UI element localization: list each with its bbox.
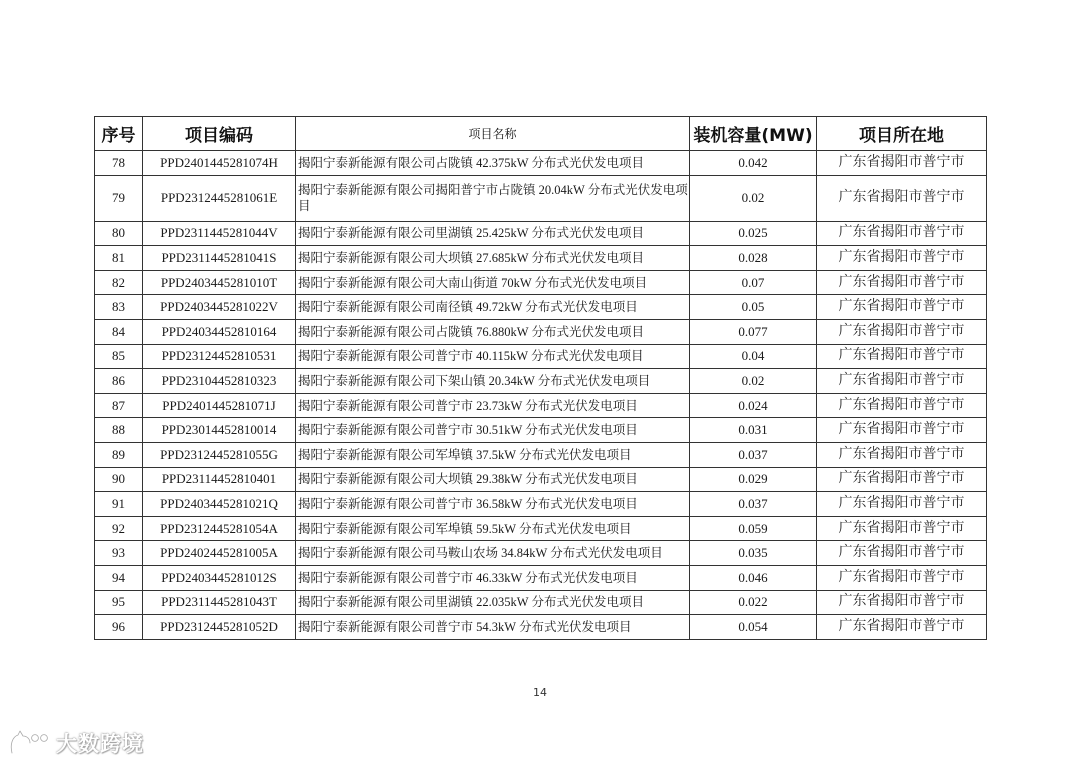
cell-location: 广东省揭阳市普宁市 [817, 270, 987, 295]
cell-location: 广东省揭阳市普宁市 [817, 319, 987, 344]
cell-capacity: 0.02 [690, 369, 817, 394]
watermark-text: 大数跨境 [56, 732, 144, 756]
cell-capacity: 0.024 [690, 393, 817, 418]
cell-location: 广东省揭阳市普宁市 [817, 615, 987, 640]
cell-name: 揭阳宁泰新能源有限公司里湖镇 22.035kW 分布式光伏发电项目 [296, 590, 690, 615]
cell-name: 揭阳宁泰新能源有限公司占陇镇 42.375kW 分布式光伏发电项目 [296, 151, 690, 176]
cell-code: PPD2311445281043T [143, 590, 296, 615]
table-row [95, 418, 987, 443]
cell-name: 揭阳宁泰新能源有限公司马鞍山农场 34.84kW 分布式光伏发电项目 [296, 541, 690, 566]
cell-code: PPD2401445281071J [143, 393, 296, 418]
cell-seq: 78 [95, 151, 143, 176]
cell-capacity: 0.02 [690, 175, 817, 221]
cell-location: 广东省揭阳市普宁市 [817, 393, 987, 418]
cell-capacity: 0.037 [690, 492, 817, 517]
cell-code: PPD2311445281041S [143, 246, 296, 271]
cell-seq: 90 [95, 467, 143, 492]
cell-code: PPD2401445281074H [143, 151, 296, 176]
cell-location: 广东省揭阳市普宁市 [817, 467, 987, 492]
watermark [8, 728, 144, 758]
cell-code: PPD23104452810323 [143, 369, 296, 394]
cell-capacity: 0.028 [690, 246, 817, 271]
table-row [95, 344, 987, 369]
cell-name: 揭阳宁泰新能源有限公司下架山镇 20.34kW 分布式光伏发电项目 [296, 369, 690, 394]
cell-name: 揭阳宁泰新能源有限公司普宁市 36.58kW 分布式光伏发电项目 [296, 492, 690, 517]
cell-capacity: 0.035 [690, 541, 817, 566]
cell-capacity: 0.04 [690, 344, 817, 369]
cell-name: 揭阳宁泰新能源有限公司普宁市 40.115kW 分布式光伏发电项目 [296, 344, 690, 369]
cell-location: 广东省揭阳市普宁市 [817, 541, 987, 566]
cell-seq: 83 [95, 295, 143, 320]
cell-capacity: 0.059 [690, 516, 817, 541]
table-row [95, 221, 987, 246]
cell-location: 广东省揭阳市普宁市 [817, 151, 987, 176]
header-capacity: 装机容量(MW) [690, 117, 817, 151]
cell-seq: 92 [95, 516, 143, 541]
cell-code: PPD2312445281052D [143, 615, 296, 640]
cell-capacity: 0.029 [690, 467, 817, 492]
project-table [94, 116, 987, 640]
page-number: 14 [533, 686, 547, 699]
table-row [95, 565, 987, 590]
cell-name: 揭阳宁泰新能源有限公司普宁市 23.73kW 分布式光伏发电项目 [296, 393, 690, 418]
cell-seq: 88 [95, 418, 143, 443]
cell-seq: 80 [95, 221, 143, 246]
table-row [95, 492, 987, 517]
table-row [95, 246, 987, 271]
cell-code: PPD2402445281005A [143, 541, 296, 566]
cell-location: 广东省揭阳市普宁市 [817, 516, 987, 541]
cell-location: 广东省揭阳市普宁市 [817, 344, 987, 369]
cell-code: PPD24034452810164 [143, 319, 296, 344]
cell-code: PPD2312445281054A [143, 516, 296, 541]
cell-capacity: 0.025 [690, 221, 817, 246]
table-row [95, 442, 987, 467]
cell-code: PPD2403445281012S [143, 565, 296, 590]
table-row [95, 467, 987, 492]
cell-name: 揭阳宁泰新能源有限公司普宁市 46.33kW 分布式光伏发电项目 [296, 565, 690, 590]
cell-code: PPD23114452810401 [143, 467, 296, 492]
cell-seq: 96 [95, 615, 143, 640]
cell-name: 揭阳宁泰新能源有限公司里湖镇 25.425kW 分布式光伏发电项目 [296, 221, 690, 246]
header-seq: 序号 [95, 117, 143, 151]
cell-name: 揭阳宁泰新能源有限公司普宁市 54.3kW 分布式光伏发电项目 [296, 615, 690, 640]
table-header-row [95, 117, 987, 151]
cell-location: 广东省揭阳市普宁市 [817, 221, 987, 246]
cell-location: 广东省揭阳市普宁市 [817, 565, 987, 590]
cell-seq: 82 [95, 270, 143, 295]
cell-code: PPD2403445281022V [143, 295, 296, 320]
cell-name: 揭阳宁泰新能源有限公司南径镇 49.72kW 分布式光伏发电项目 [296, 295, 690, 320]
cell-code: PPD2403445281021Q [143, 492, 296, 517]
table-row [95, 151, 987, 176]
table-row [95, 369, 987, 394]
cell-code: PPD2403445281010T [143, 270, 296, 295]
cell-seq: 91 [95, 492, 143, 517]
cell-capacity: 0.07 [690, 270, 817, 295]
table-row [95, 516, 987, 541]
cell-location: 广东省揭阳市普宁市 [817, 590, 987, 615]
cell-name: 揭阳宁泰新能源有限公司大坝镇 27.685kW 分布式光伏发电项目 [296, 246, 690, 271]
cell-location: 广东省揭阳市普宁市 [817, 418, 987, 443]
cell-name: 揭阳宁泰新能源有限公司揭阳普宁市占陇镇 20.04kW 分布式光伏发电项目 [296, 175, 690, 221]
cell-code: PPD23124452810531 [143, 344, 296, 369]
cell-seq: 81 [95, 246, 143, 271]
cell-seq: 84 [95, 319, 143, 344]
cell-name: 揭阳宁泰新能源有限公司占陇镇 76.880kW 分布式光伏发电项目 [296, 319, 690, 344]
table-row [95, 590, 987, 615]
cell-seq: 93 [95, 541, 143, 566]
cell-code: PPD2312445281061E [143, 175, 296, 221]
cell-capacity: 0.054 [690, 615, 817, 640]
cell-name: 揭阳宁泰新能源有限公司军埠镇 59.5kW 分布式光伏发电项目 [296, 516, 690, 541]
cell-location: 广东省揭阳市普宁市 [817, 492, 987, 517]
cell-code: PPD2311445281044V [143, 221, 296, 246]
cell-capacity: 0.05 [690, 295, 817, 320]
cell-location: 广东省揭阳市普宁市 [817, 369, 987, 394]
table-row [95, 295, 987, 320]
cell-seq: 89 [95, 442, 143, 467]
cell-seq: 79 [95, 175, 143, 221]
cell-capacity: 0.031 [690, 418, 817, 443]
table-row [95, 393, 987, 418]
header-code: 项目编码 [143, 117, 296, 151]
cell-capacity: 0.022 [690, 590, 817, 615]
table-row [95, 541, 987, 566]
cell-name: 揭阳宁泰新能源有限公司大南山街道 70kW 分布式光伏发电项目 [296, 270, 690, 295]
table-row [95, 270, 987, 295]
cell-capacity: 0.046 [690, 565, 817, 590]
cell-code: PPD23014452810014 [143, 418, 296, 443]
cell-location: 广东省揭阳市普宁市 [817, 175, 987, 221]
cell-name: 揭阳宁泰新能源有限公司军埠镇 37.5kW 分布式光伏发电项目 [296, 442, 690, 467]
cell-location: 广东省揭阳市普宁市 [817, 295, 987, 320]
cell-seq: 85 [95, 344, 143, 369]
cat-logo-icon [8, 729, 52, 757]
cell-capacity: 0.037 [690, 442, 817, 467]
cell-name: 揭阳宁泰新能源有限公司普宁市 30.51kW 分布式光伏发电项目 [296, 418, 690, 443]
cell-seq: 87 [95, 393, 143, 418]
cell-location: 广东省揭阳市普宁市 [817, 442, 987, 467]
cell-capacity: 0.042 [690, 151, 817, 176]
cell-seq: 86 [95, 369, 143, 394]
table-row [95, 319, 987, 344]
table-body [95, 151, 987, 640]
cell-code: PPD2312445281055G [143, 442, 296, 467]
header-name: 项目名称 [296, 117, 690, 151]
cell-seq: 94 [95, 565, 143, 590]
table-row [95, 175, 987, 221]
cell-name: 揭阳宁泰新能源有限公司大坝镇 29.38kW 分布式光伏发电项目 [296, 467, 690, 492]
header-location: 项目所在地 [817, 117, 987, 151]
table-row [95, 615, 987, 640]
cell-seq: 95 [95, 590, 143, 615]
cell-location: 广东省揭阳市普宁市 [817, 246, 987, 271]
cell-capacity: 0.077 [690, 319, 817, 344]
